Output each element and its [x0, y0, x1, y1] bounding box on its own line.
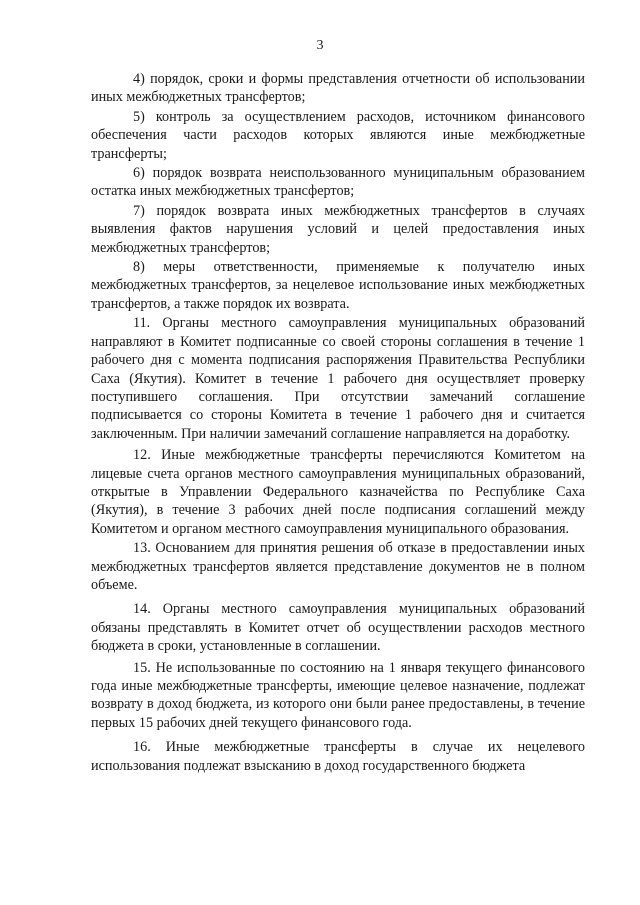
list-item-return-violations: 7) порядок возврата иных межбюджетных трансфертов в случаях выявления фактов нарушения условий и целей предоставления иных межбюджетных трансфертов;	[91, 202, 585, 256]
clause-12: 12. Иные межбюджетные трансферты перечисляются Комитетом на лицевые счета органов местного самоуправления муниципальных образований, открытые в Управлении Федерального казначейства по Республике Саха (Якутия), в течение 3 рабочих дней после подписания соглашений между Комитетом и органом местного самоуправления муниципального образования.	[91, 447, 585, 537]
clause-15: 15. Не использованные по состоянию на 1 января текущего финансового года иные межбюджетные трансферты, имеющие целевое назначение, подлежат возврату в доход бюджета, из которого они были ранее предоставлены, в течение первых 15 рабочих дней текущего финансового года.	[91, 659, 585, 731]
clause-14: 14. Органы местного самоуправления муниципальных образований обязаны представлять в Комитет отчет об осуществлении расходов местного бюджета в сроки, установленные в соглашении.	[91, 601, 585, 655]
page-number: 3	[316, 38, 324, 53]
list-item-control: 5) контроль за осуществлением расходов, источником финансового обеспечения части расходов которых являются иные межбюджетные трансферты;	[91, 108, 585, 162]
list-item-responsibility: 8) меры ответственности, применяемые к получателю иных межбюджетных трансфертов, за нецелевое использование иных межбюджетных трансфертов, а также порядок их возврата.	[91, 259, 585, 312]
clause-13: 13. Основанием для принятия решения об отказе в предоставлении иных межбюджетных трансфертов является представление документов не в полном объеме.	[91, 540, 585, 593]
document-body	[91, 70, 585, 775]
clause-16: 16. Иные межбюджетные трансферты в случае их нецелевого использования подлежат взысканию в доход государственного бюджета	[91, 739, 585, 774]
clause-11: 11. Органы местного самоуправления муниципальных образований направляют в Комитет подписанные со своей стороны соглашения в течение 1 рабочего дня с момента подписания распоряжения Правительства Республики Саха (Якутия). Комитет в течение 1 рабочего дня осуществляет проверку поступившего соглашения. При отсутствии замечаний соглашение подписывается со стороны Комитета в течение 1 рабочего дня и считается заключенным. При наличии замечаний соглашение направляется на доработку.	[91, 315, 585, 442]
list-item-reporting: 4) порядок, сроки и формы представления отчетности об использовании иных межбюджетных трансфертов;	[91, 71, 585, 106]
list-item-return-remainder: 6) порядок возврата неиспользованного муниципальным образованием остатка иных межбюджетных трансфертов;	[91, 165, 585, 200]
